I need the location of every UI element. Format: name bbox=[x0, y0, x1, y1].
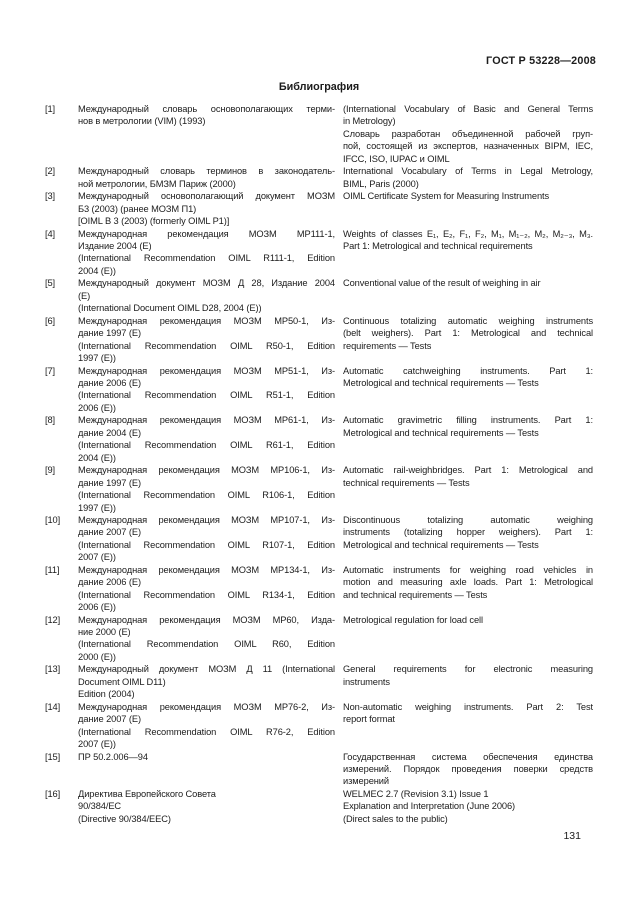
bibliography-entry bbox=[45, 365, 593, 415]
text-line: Automatic gravimetric filling instruments. Part 1: bbox=[343, 415, 593, 426]
text-line: Государственная система обеспечения единства bbox=[343, 751, 593, 762]
entry-description bbox=[343, 315, 593, 352]
bibliography-entry bbox=[45, 564, 593, 614]
text-line: дание 2007 (Е) bbox=[78, 527, 141, 538]
entry-description bbox=[343, 103, 593, 165]
text-line: Международная рекомендация МОЗМ МР60, Изда- bbox=[78, 614, 335, 625]
entry-number: [15] bbox=[45, 751, 61, 762]
text-line: Metrological and technical requirements — Tests bbox=[343, 377, 539, 388]
text-line: нов в метрологии (VIM) (1993) bbox=[78, 116, 206, 127]
entry-source bbox=[78, 464, 335, 514]
text-line: Automatic instruments for weighing road vehicles in bbox=[343, 564, 593, 575]
text-line: (Direct sales to the public) bbox=[343, 813, 448, 824]
text-line: Международная рекомендация МОЗМ МР111-1, bbox=[78, 228, 335, 239]
text-line: дание 2004 (Е) bbox=[78, 427, 141, 438]
entry-source bbox=[78, 277, 335, 314]
text-line: Международная рекомендация МОЗМ МР106-1, Из- bbox=[78, 465, 335, 476]
text-line: (International Recommendation OIML R107-1, Edition bbox=[78, 539, 335, 550]
text-line: (Directive 90/384/EEC) bbox=[78, 813, 171, 824]
entry-description bbox=[343, 277, 593, 289]
text-line: Metrological regulation for load cell bbox=[343, 614, 483, 625]
bibliography-entry bbox=[45, 165, 593, 190]
text-line: OIML Certificate System for Measuring Instruments bbox=[343, 191, 550, 202]
entry-source bbox=[78, 514, 335, 564]
entry-source bbox=[78, 701, 335, 751]
text-line: Международная рекомендация МОЗМ МР51-1, Из- bbox=[78, 365, 335, 376]
entry-number: [1] bbox=[45, 104, 56, 114]
text-line: Conventional value of the result of weighing in air bbox=[343, 278, 541, 289]
text-line: (belt weighers). Part 1: Metrological and technical bbox=[343, 328, 593, 339]
bibliography-list bbox=[45, 103, 593, 825]
text-line: Директива Европейского Совета bbox=[78, 788, 216, 799]
text-line: Словарь разработан объединенной рабочей груп- bbox=[343, 128, 593, 139]
entry-number: [10] bbox=[45, 514, 61, 525]
entry-source bbox=[78, 103, 335, 128]
text-line: ПР 50.2.006—94 bbox=[78, 751, 148, 762]
text-line: General requirements for electronic measuring bbox=[343, 664, 593, 675]
entry-number: [9] bbox=[45, 465, 56, 476]
bibliography-entry bbox=[45, 751, 593, 788]
text-line: Automatic catchweighing instruments. Part 1: bbox=[343, 365, 593, 376]
entry-source bbox=[78, 315, 335, 365]
entry-number: [8] bbox=[45, 415, 56, 426]
text-line: (International Recommendation OIML R51-1, Edition bbox=[78, 390, 335, 401]
text-line: (Е) bbox=[78, 290, 91, 301]
text-line: 2006 (E)) bbox=[78, 602, 116, 613]
bibliography-entry bbox=[45, 788, 593, 825]
text-line: Международная рекомендация МОЗМ МР134-1, Из- bbox=[78, 564, 335, 575]
text-line: motion and measuring axle loads. Part 1: Metrological bbox=[343, 577, 593, 588]
text-line: [OIML B 3 (2003) (formerly OIML P1)] bbox=[78, 216, 230, 227]
text-line: (International Recommendation OIML R111-1, Edition bbox=[78, 253, 335, 264]
text-line: WELMEC 2.7 (Revision 3.1) Issue 1 bbox=[343, 788, 489, 799]
entry-source bbox=[78, 414, 335, 464]
bibliography-entry bbox=[45, 663, 593, 700]
text-line: Automatic rail-weighbridges. Part 1: Metrological and bbox=[343, 465, 593, 476]
entry-number: [7] bbox=[45, 365, 56, 376]
text-line: Edition (2004) bbox=[78, 689, 135, 700]
text-line: 1997 (E)) bbox=[78, 502, 116, 513]
text-line: Международная рекомендация МОЗМ МР107-1, Из- bbox=[78, 514, 335, 525]
text-line: Non-automatic weighing instruments. Part 2: Test bbox=[343, 701, 593, 712]
entry-number: [4] bbox=[45, 228, 56, 239]
text-line: дание 2006 (Е) bbox=[78, 577, 141, 588]
entry-source bbox=[78, 564, 335, 614]
text-line: Metrological and technical requirements — Tests bbox=[343, 539, 539, 550]
entry-description bbox=[343, 751, 593, 788]
text-line: IFCC, ISO, IUPAC и OIML bbox=[343, 153, 450, 164]
text-line: Weights of classes E₁, E₂, F₁, F₂, M₁, M₁₋₂, M₂, M₂₋₃, M₃. bbox=[343, 228, 593, 239]
text-line: technical requirements — Tests bbox=[343, 477, 470, 488]
text-line: Международный документ МОЗМ Д 28, Издание 2004 bbox=[78, 278, 335, 289]
text-line: 2004 (E)) bbox=[78, 265, 116, 276]
entry-description bbox=[343, 788, 593, 825]
entry-source bbox=[78, 165, 335, 190]
text-line: 2000 (E)) bbox=[78, 651, 116, 662]
entry-number: [3] bbox=[45, 191, 56, 202]
text-line: and technical requirements — Tests bbox=[343, 589, 488, 600]
text-line: Международный словарь терминов в законодатель- bbox=[78, 166, 335, 177]
entry-description bbox=[343, 165, 593, 190]
bibliography-entry bbox=[45, 277, 593, 314]
text-line: ной метрологии, БМЗМ Париж (2000) bbox=[78, 178, 236, 189]
entry-description bbox=[343, 365, 593, 390]
entry-number: [6] bbox=[45, 315, 56, 326]
entry-number: [14] bbox=[45, 701, 61, 712]
entry-source bbox=[78, 788, 335, 825]
text-line: requirements — Tests bbox=[343, 340, 432, 351]
text-line: 1997 (E)) bbox=[78, 353, 116, 364]
entry-description bbox=[343, 514, 593, 551]
text-line: Б3 (2003) (ранее МОЗМ П1) bbox=[78, 203, 197, 214]
bibliography-entry bbox=[45, 103, 593, 165]
text-line: BIML, Paris (2000) bbox=[343, 178, 419, 189]
text-line: in Metrology) bbox=[343, 116, 396, 127]
entry-source bbox=[78, 614, 335, 664]
bibliography-entry bbox=[45, 190, 593, 227]
text-line: (International Recommendation OIML R76-2, Edition bbox=[78, 726, 335, 737]
entry-source bbox=[78, 751, 335, 763]
text-line: Continuous totalizing automatic weighing instruments bbox=[343, 315, 593, 326]
text-line: (International Recommendation OIML R60, Edition bbox=[78, 639, 335, 650]
entry-description bbox=[343, 464, 593, 489]
bibliography-entry bbox=[45, 315, 593, 365]
bibliography-entry bbox=[45, 464, 593, 514]
text-line: Discontinuous totalizing automatic weighing bbox=[343, 514, 593, 525]
bibliography-entry bbox=[45, 228, 593, 278]
text-line: (International Recommendation OIML R134-1, Edition bbox=[78, 589, 335, 600]
page-title: Библиография bbox=[278, 81, 360, 93]
text-line: Metrological and technical requirements — Tests bbox=[343, 427, 539, 438]
text-line: (International Recommendation OIML R106-1, Edition bbox=[78, 490, 335, 501]
entry-description bbox=[343, 190, 593, 202]
entry-number: [13] bbox=[45, 664, 61, 675]
bibliography-entry bbox=[45, 701, 593, 751]
bibliography-entry bbox=[45, 414, 593, 464]
text-line: ние 2000 (Е) bbox=[78, 627, 131, 638]
entry-source bbox=[78, 663, 335, 700]
text-line: пой, состоящей из экспертов, назначенных BIPM, IEC, bbox=[343, 141, 593, 152]
text-line: International Vocabulary of Terms in Legal Metrology, bbox=[343, 166, 593, 177]
text-line: дание 1997 (Е) bbox=[78, 328, 141, 339]
bibliography-entry bbox=[45, 514, 593, 564]
text-line: instruments bbox=[343, 676, 390, 687]
text-line: Международная рекомендация МОЗМ МР76-2, Из- bbox=[78, 701, 335, 712]
entry-description bbox=[343, 414, 593, 439]
bibliography-entry bbox=[45, 614, 593, 664]
text-line: (International Recommendation OIML R61-1, Edition bbox=[78, 440, 335, 451]
entry-description bbox=[343, 701, 593, 726]
text-line: Document OIML D11) bbox=[78, 676, 166, 687]
text-line: Explanation and Interpretation (June 2006) bbox=[343, 801, 516, 812]
entry-source bbox=[78, 228, 335, 278]
text-line: Международная рекомендация МОЗМ МР50-1, Из- bbox=[78, 315, 335, 326]
text-line: 2007 (E)) bbox=[78, 552, 116, 563]
entry-number: [11] bbox=[45, 564, 60, 575]
entry-description bbox=[343, 228, 593, 253]
document-header: ГОСТ Р 53228—2008 bbox=[486, 55, 596, 67]
entry-number: [16] bbox=[45, 788, 61, 799]
text-line: дание 2007 (Е) bbox=[78, 714, 141, 725]
text-line: Международная рекомендация МОЗМ МР61-1, Из- bbox=[78, 415, 335, 426]
text-line: дание 1997 (Е) bbox=[78, 477, 141, 488]
text-line: Международный документ МОЗМ Д 11 (International bbox=[78, 664, 335, 675]
entry-number: [5] bbox=[45, 278, 56, 289]
text-line: Международный основополагающий документ МОЗМ bbox=[78, 191, 335, 202]
text-line: (International Document OIML D28, 2004 (E)) bbox=[78, 303, 262, 314]
text-line: 2006 (E)) bbox=[78, 402, 116, 413]
text-line: instruments (totalizing hopper weighers). Part 1: bbox=[343, 527, 593, 538]
text-line: Издание 2004 (Е) bbox=[78, 240, 152, 251]
text-line: (International Vocabulary of Basic and General Terms bbox=[343, 104, 593, 114]
text-line: Part 1: Metrological and technical requirements bbox=[343, 240, 533, 251]
entry-number: [2] bbox=[45, 166, 56, 177]
text-line: Международный словарь основополагающих терми- bbox=[78, 104, 335, 114]
text-line: 2004 (E)) bbox=[78, 452, 116, 463]
text-line: (International Recommendation OIML R50-1, Edition bbox=[78, 340, 335, 351]
entry-description bbox=[343, 614, 593, 626]
page-number: 131 bbox=[563, 830, 581, 842]
entry-source bbox=[78, 190, 335, 227]
entry-number: [12] bbox=[45, 614, 61, 625]
text-line: измерений bbox=[343, 776, 389, 787]
text-line: report format bbox=[343, 714, 395, 725]
text-line: 2007 (E)) bbox=[78, 739, 116, 750]
text-line: измерений. Порядок проведения поверки средств bbox=[343, 764, 593, 775]
entry-description bbox=[343, 663, 593, 688]
text-line: 90/384/ЕС bbox=[78, 801, 122, 812]
entry-source bbox=[78, 365, 335, 415]
entry-description bbox=[343, 564, 593, 601]
text-line: дание 2006 (Е) bbox=[78, 377, 141, 388]
